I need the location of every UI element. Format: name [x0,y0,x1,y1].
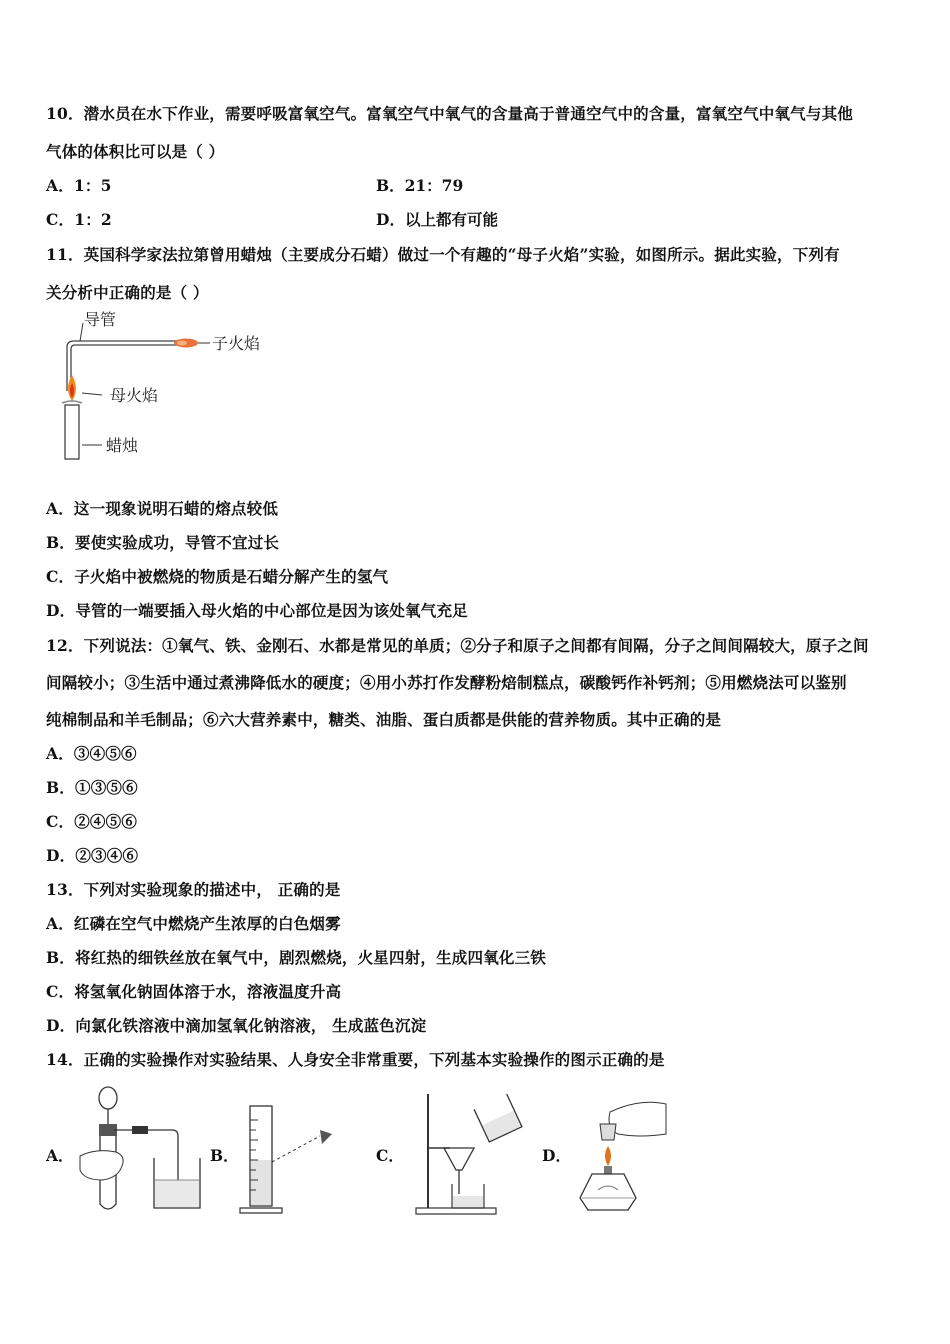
q13-option-a: A．红磷在空气中燃烧产生浓厚的白色烟雾 [46,914,341,933]
q10-option-b: B．21：79 [376,176,464,195]
q11-stem-line1: 11．英国科学家法拉第曾用蜡烛（主要成分石蜡）做过一个有趣的“母子火焰”实验，如图所示。据此实验，下列有 [46,245,840,264]
q10-option-c: C．1：2 [46,210,112,229]
filtration-figure [408,1090,528,1216]
q14-label-a: A． [46,1146,74,1165]
q11-option-b: B．要使实验成功，导管不宜过长 [46,533,280,552]
q10-stem-line1: 10．潜水员在水下作业，需要呼吸富氧空气。富氧空气中氧气的含量高于普通空气中的含量，富氧空气中氧气与其他 [46,104,853,123]
q11-option-c: C．子火焰中被燃烧的物质是石蜡分解产生的氢气 [46,567,389,586]
q10-option-a: A．1：5 [46,176,112,195]
q11-option-a: A．这一现象说明石蜡的熔点较低 [46,499,279,518]
q12-option-b: B．①③⑤⑥ [46,778,138,797]
label-candle: 蜡烛 [106,436,139,455]
eye-icon [320,1130,332,1144]
graduated-cylinder-reading-figure [238,1100,338,1216]
label-tube: 导管 [84,310,117,329]
q13-option-b: B．将红热的细铁丝放在氧气中，剧烈燃烧，火星四射，生成四氧化三铁 [46,948,547,967]
q10-stem-line2: 气体的体积比可以是（ ） [46,142,225,161]
q12-stem-line3: 纯棉制品和羊毛制品；⑥六大营养素中，糖类、油脂、蛋白质都是供能的营养物质。其中正确的是 [46,710,722,729]
candle-experiment-figure [50,305,290,465]
airtightness-check-figure [72,1082,204,1216]
q13-option-d: D．向氯化铁溶液中滴加氢氧化钠溶液， 生成蓝色沉淀 [46,1016,427,1035]
q11-option-d: D．导管的一端要插入母火焰的中心部位是因为该处氧气充足 [46,601,468,620]
q13-stem: 13．下列对实验现象的描述中， 正确的是 [46,880,341,899]
q14-label-d: D． [542,1146,571,1165]
label-mother-flame: 母火焰 [110,386,159,405]
q12-option-c: C．②④⑤⑥ [46,812,138,831]
q12-stem-line1: 12．下列说法：①氧气、铁、金刚石、水都是常见的单质；②分子和原子之间都有间隔，分子之间间隔较大，原子之间 [46,636,869,655]
label-child-flame: 子火焰 [212,334,261,353]
candle-body [65,405,79,459]
q12-option-d: D．②③④⑥ [46,846,139,865]
q14-label-c: C． [376,1146,404,1165]
q12-option-a: A．③④⑤⑥ [46,744,137,763]
q14-label-b: B． [210,1146,239,1165]
q14-stem: 14．正确的实验操作对实验结果、人身安全非常重要，下列基本实验操作的图示正确的是 [46,1050,665,1069]
q12-stem-line2: 间隔较小；③生活中通过煮沸降低水的硬度；④用小苏打作发酵粉焙制糕点，碳酸钙作补钙剂；⑤用燃烧法可以鉴别 [46,673,847,692]
q13-option-c: C．将氢氧化钠固体溶于水，溶液温度升高 [46,982,342,1001]
alcohol-lamp-extinguish-figure [570,1098,670,1216]
q11-stem-line2: 关分析中正确的是（ ） [46,283,209,302]
q10-option-d: D．以上都有可能 [376,210,498,229]
